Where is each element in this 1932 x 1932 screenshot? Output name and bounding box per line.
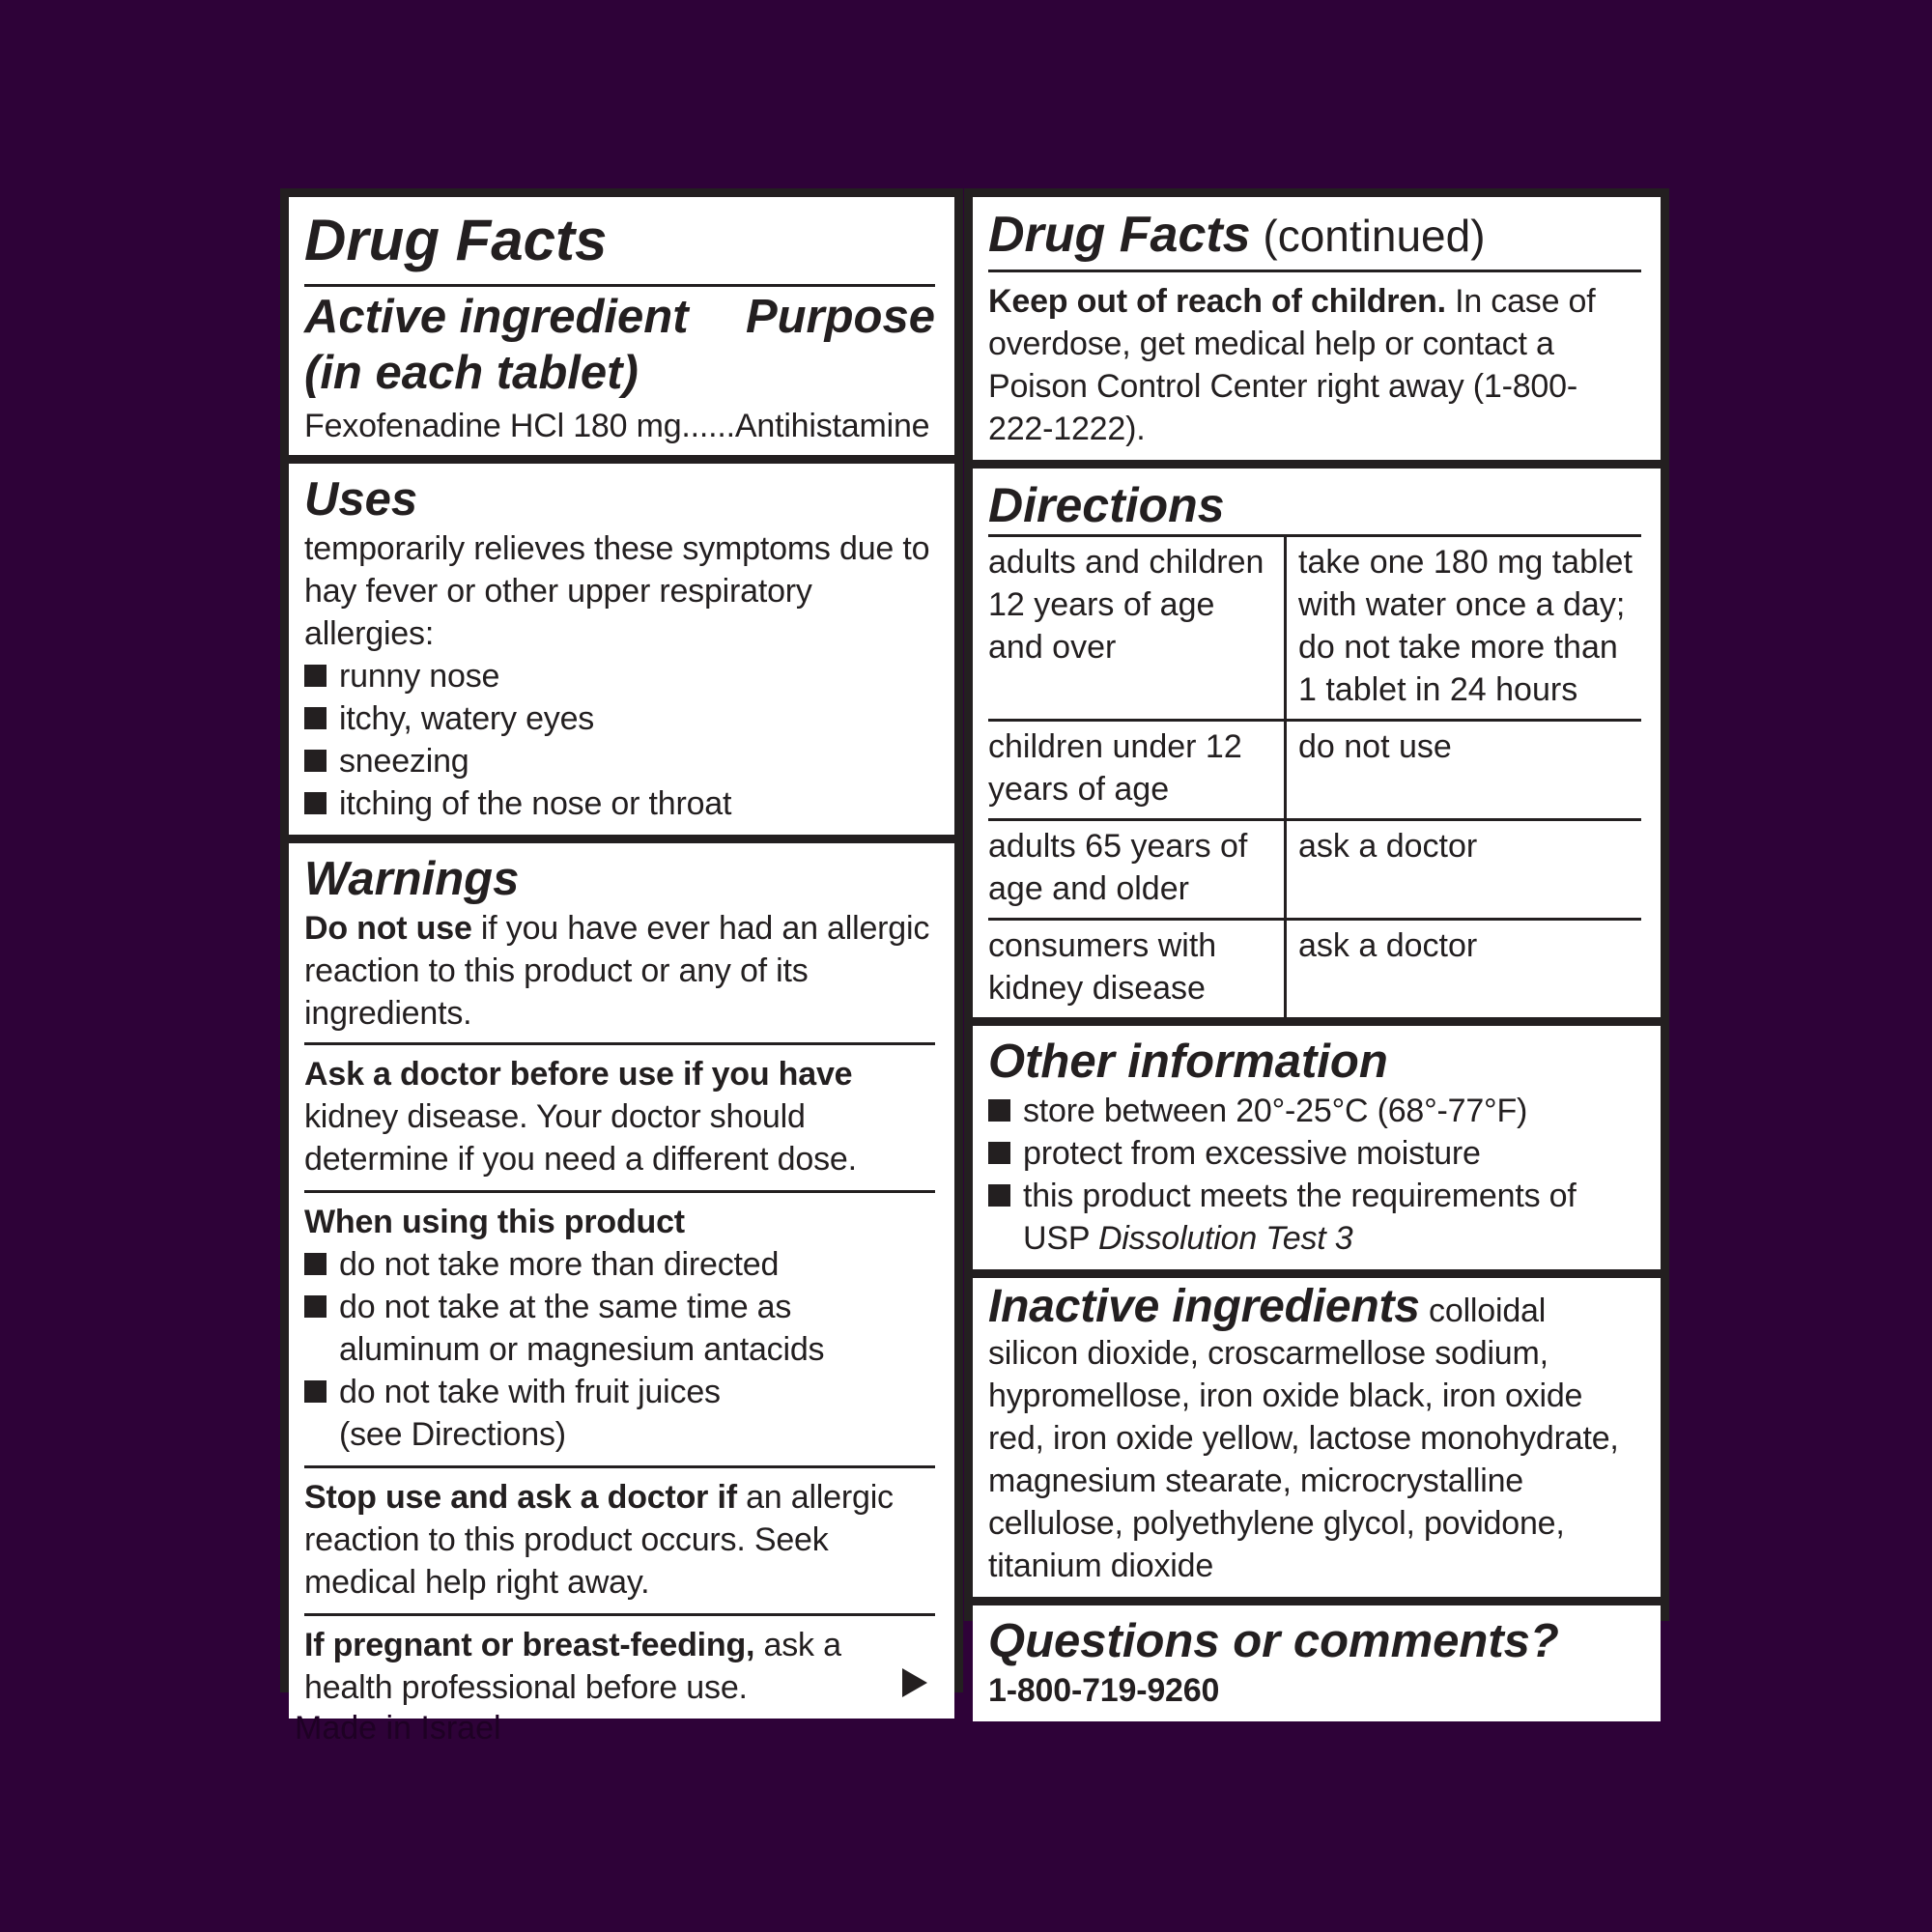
ask-doctor-text: Ask a doctor before use if you have kidney disease. Your doctor should determine if you need a different dose. [304, 1056, 857, 1178]
uses-item: itching of the nose or throat [304, 782, 935, 825]
bullet-square-icon [988, 1184, 1010, 1207]
ingredient-purpose: Antihistamine [734, 408, 930, 444]
table-row [988, 920, 1641, 1018]
do-not-use-text: Do not use if you have ever had an allergic reaction to this product or any of its ingredients. [304, 910, 930, 1032]
inactive-ingredients-heading: Inactive ingredients [988, 1281, 1420, 1332]
when-using-heading: When using this product [304, 1204, 685, 1240]
drug-facts-title: Drug Facts [304, 208, 608, 272]
made-in-text: Made in Israel [295, 1710, 501, 1747]
when-using-item: do not take with fruit juices (see Directions) [304, 1371, 935, 1465]
other-info-item: store between 20°-25°C (68°-77°F) [988, 1090, 1641, 1132]
inactive-ingredients-text: Inactive ingredients colloidal silicon dioxide, croscarmellose sodium, hypromellose, iron oxide black, iron oxide red, iron oxide yellow, lactose monohydrate, magnesium stearate, microcrystalline cellulose, polyethylene glycol, povidone, titanium dioxide [988, 1281, 1619, 1584]
bullet-square-icon [304, 750, 327, 772]
directions-who: children under 12 years of age [988, 721, 1286, 820]
purpose-heading: Purpose [745, 291, 935, 343]
when-using-item: do not take at the same time as aluminum or magnesium antacids [304, 1286, 935, 1371]
uses-intro: temporarily relieves these symptoms due to hay fever or other upper respiratory allergies: [304, 530, 930, 652]
questions-phone: 1-800-719-9260 [988, 1672, 1220, 1709]
other-information-heading: Other information [988, 1036, 1388, 1088]
uses-heading: Uses [304, 473, 418, 526]
directions-what: ask a doctor [1286, 820, 1642, 920]
directions-table [988, 534, 1641, 1017]
bullet-square-icon [304, 1380, 327, 1403]
keep-out-section [973, 197, 1661, 460]
bullet-square-icon [988, 1099, 1010, 1122]
continue-arrow-icon [902, 1668, 927, 1697]
other-info-item: this product meets the requirements of USP Dissolution Test 3 [988, 1175, 1641, 1260]
directions-who: consumers with kidney disease [988, 920, 1286, 1018]
ingredient-name: Fexofenadine HCl 180 mg [304, 408, 682, 444]
active-ingredient-heading: Active ingredient (in each tablet) [304, 291, 689, 399]
inactive-ingredients-section [973, 1278, 1661, 1597]
warnings-heading: Warnings [304, 853, 520, 905]
questions-heading: Questions or comments? [988, 1615, 1559, 1667]
pregnant-text: If pregnant or breast-feeding, ask a health professional before use. [304, 1627, 841, 1706]
uses-item: runny nose [304, 655, 935, 697]
directions-section [973, 469, 1661, 1017]
bullet-square-icon [304, 792, 327, 814]
leader-dots: ...... [681, 408, 735, 444]
warnings-section [289, 843, 954, 1719]
uses-item: itchy, watery eyes [304, 697, 935, 740]
questions-section [973, 1605, 1661, 1721]
bullet-square-icon [304, 665, 327, 687]
uses-item: sneezing [304, 740, 935, 782]
drug-facts-panel-left [280, 188, 963, 1706]
stop-use-text: Stop use and ask a doctor if an allergic reaction to this product occurs. Seek medical help right away. [304, 1479, 894, 1601]
when-using-item: do not take more than directed [304, 1243, 935, 1286]
bullet-square-icon [304, 707, 327, 729]
directions-who: adults and children 12 years of age and over [988, 536, 1286, 721]
other-information-section [973, 1026, 1661, 1269]
directions-what: ask a doctor [1286, 920, 1642, 1018]
active-ingredient-line [304, 405, 935, 447]
table-row [988, 536, 1641, 721]
drug-facts-panel-right [964, 188, 1669, 1709]
keep-out-text: Keep out of reach of children. In case of overdose, get medical help or contact a Poison Control Center right away (1-800-222-1222). [988, 283, 1596, 447]
drug-facts-continued-title: Drug Facts (continued) [988, 207, 1486, 263]
directions-what: take one 180 mg tablet with water once a day; do not take more than 1 tablet in 24 hours [1286, 536, 1642, 721]
bullet-square-icon [988, 1142, 1010, 1164]
active-ingredient-section [289, 197, 954, 455]
directions-who: adults 65 years of age and older [988, 820, 1286, 920]
uses-section [289, 464, 954, 835]
bullet-square-icon [304, 1253, 327, 1275]
table-row [988, 820, 1641, 920]
table-row [988, 721, 1641, 820]
other-info-item: protect from excessive moisture [988, 1132, 1641, 1175]
directions-what: do not use [1286, 721, 1642, 820]
bullet-square-icon [304, 1295, 327, 1318]
directions-heading: Directions [988, 478, 1225, 532]
